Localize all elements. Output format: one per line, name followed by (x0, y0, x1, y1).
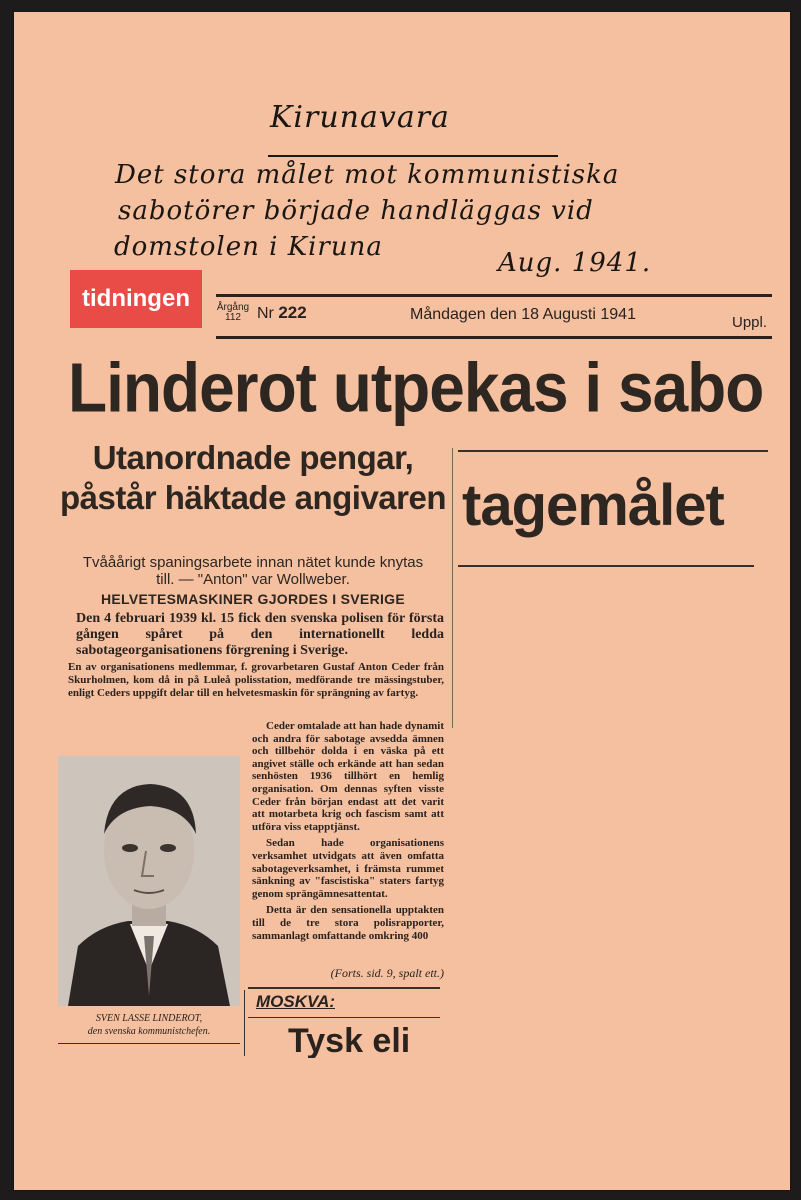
photo-caption-role: den svenska kommunistchefen. (87, 1026, 211, 1037)
handwritten-line-2: sabotörer började handläggas vid (118, 196, 594, 226)
article-paragraph: Sedan hade organisationens verksamhet utvidgats att även omfatta sabotageverksamhet, i främsta rummet sänkning av "fascistiska" staters fartyg genom sprängämnesattentat. (252, 837, 444, 900)
article-paragraph: Ceder omtalade att han hade dynamit och andra för sabotage avsedda ämnen och tillbehör dolda i en väska på ett angivet ställe och erkände att han sedan senhösten 1936 tillhört en hemlig organisation. Om dennas syften visste Ceder från början endast att det varit att motarbeta krig och fascism samt att utföra viss etapptjänst. (252, 720, 444, 833)
teaser-rule (248, 1017, 440, 1018)
handwritten-line-1: Det stora målet mot kommunistiska (115, 160, 620, 190)
sub-headline (60, 438, 446, 518)
continued-rule (248, 987, 440, 989)
article-body-first: En av organisationens medlemmar, f. grovarbetaren Gustaf Anton Ceder från Skurholmen, kom då in på Luleå polisstation, medförande tre mässingstuber, enligt Ceders uppgift delar till en helvetesmaskin för sprängning av fartyg. (68, 661, 444, 699)
masthead-rule-top (216, 294, 772, 297)
headline-cont-rule-top (458, 450, 768, 452)
teaser-label: MOSKVA: (256, 992, 336, 1011)
kicker-line-1: Tvååårigt spaningsarbete innan nätet kunde knytas (82, 554, 424, 571)
handwritten-date: Aug. 1941. (498, 248, 652, 278)
portrait-photo (58, 756, 240, 1006)
handwritten-line-3: domstolen i Kiruna (114, 232, 383, 262)
section-heading: HELVETESMASKINER GJORDES I SVERIGE (101, 591, 405, 607)
sub-headline-line-1: Utanordnade pengar, (92, 439, 414, 476)
volume-number: 112 (225, 312, 241, 323)
issue-date: Måndagen den 18 Augusti 1941 (410, 306, 636, 323)
portrait-illustration (58, 756, 240, 1006)
caption-rule (58, 1043, 240, 1044)
issue-value: 222 (278, 303, 307, 322)
article-body-right (252, 720, 444, 946)
handwritten-underline (268, 155, 558, 157)
handwritten-title: Kirunavara (270, 100, 450, 135)
photo-caption-name: SVEN LASSE LINDEROT, (95, 1013, 203, 1024)
main-headline: Linderot utpekas i sabo (68, 349, 764, 427)
headline-cont-rule-bottom (458, 565, 754, 567)
volume-label-text: Årgång (216, 302, 250, 313)
masthead-rule-bottom (216, 336, 772, 339)
newspaper-logo: tidningen (70, 270, 202, 328)
article-lead: Den 4 februari 1939 kl. 15 fick den svenska polisen för första gången spåret på den internationellt ledda sabotageorganisationens förgrening i Sverige. (76, 611, 444, 658)
photo-caption (58, 1012, 240, 1038)
issue-number (257, 303, 307, 323)
continued-note: (Forts. sid. 9, spalt ett.) (330, 966, 444, 980)
sub-headline-line-2: påstår häktade angivaren (60, 479, 446, 516)
kicker-line-2: till. — "Anton" var Wollweber. (156, 571, 350, 588)
issue-label: Nr (257, 305, 274, 322)
article-paragraph: Detta är den sensationella upptakten till de tre stora polisrapporter, sammanlagt omfattande omkring 400 (252, 904, 444, 942)
edition-label: Uppl. (732, 314, 768, 331)
teaser-divider (244, 990, 245, 1056)
column-divider (452, 448, 453, 728)
kicker (60, 554, 446, 588)
main-headline-continuation: tagemålet (462, 473, 724, 538)
teaser-headline: Tysk eli (288, 1022, 411, 1058)
volume-label (216, 303, 250, 323)
